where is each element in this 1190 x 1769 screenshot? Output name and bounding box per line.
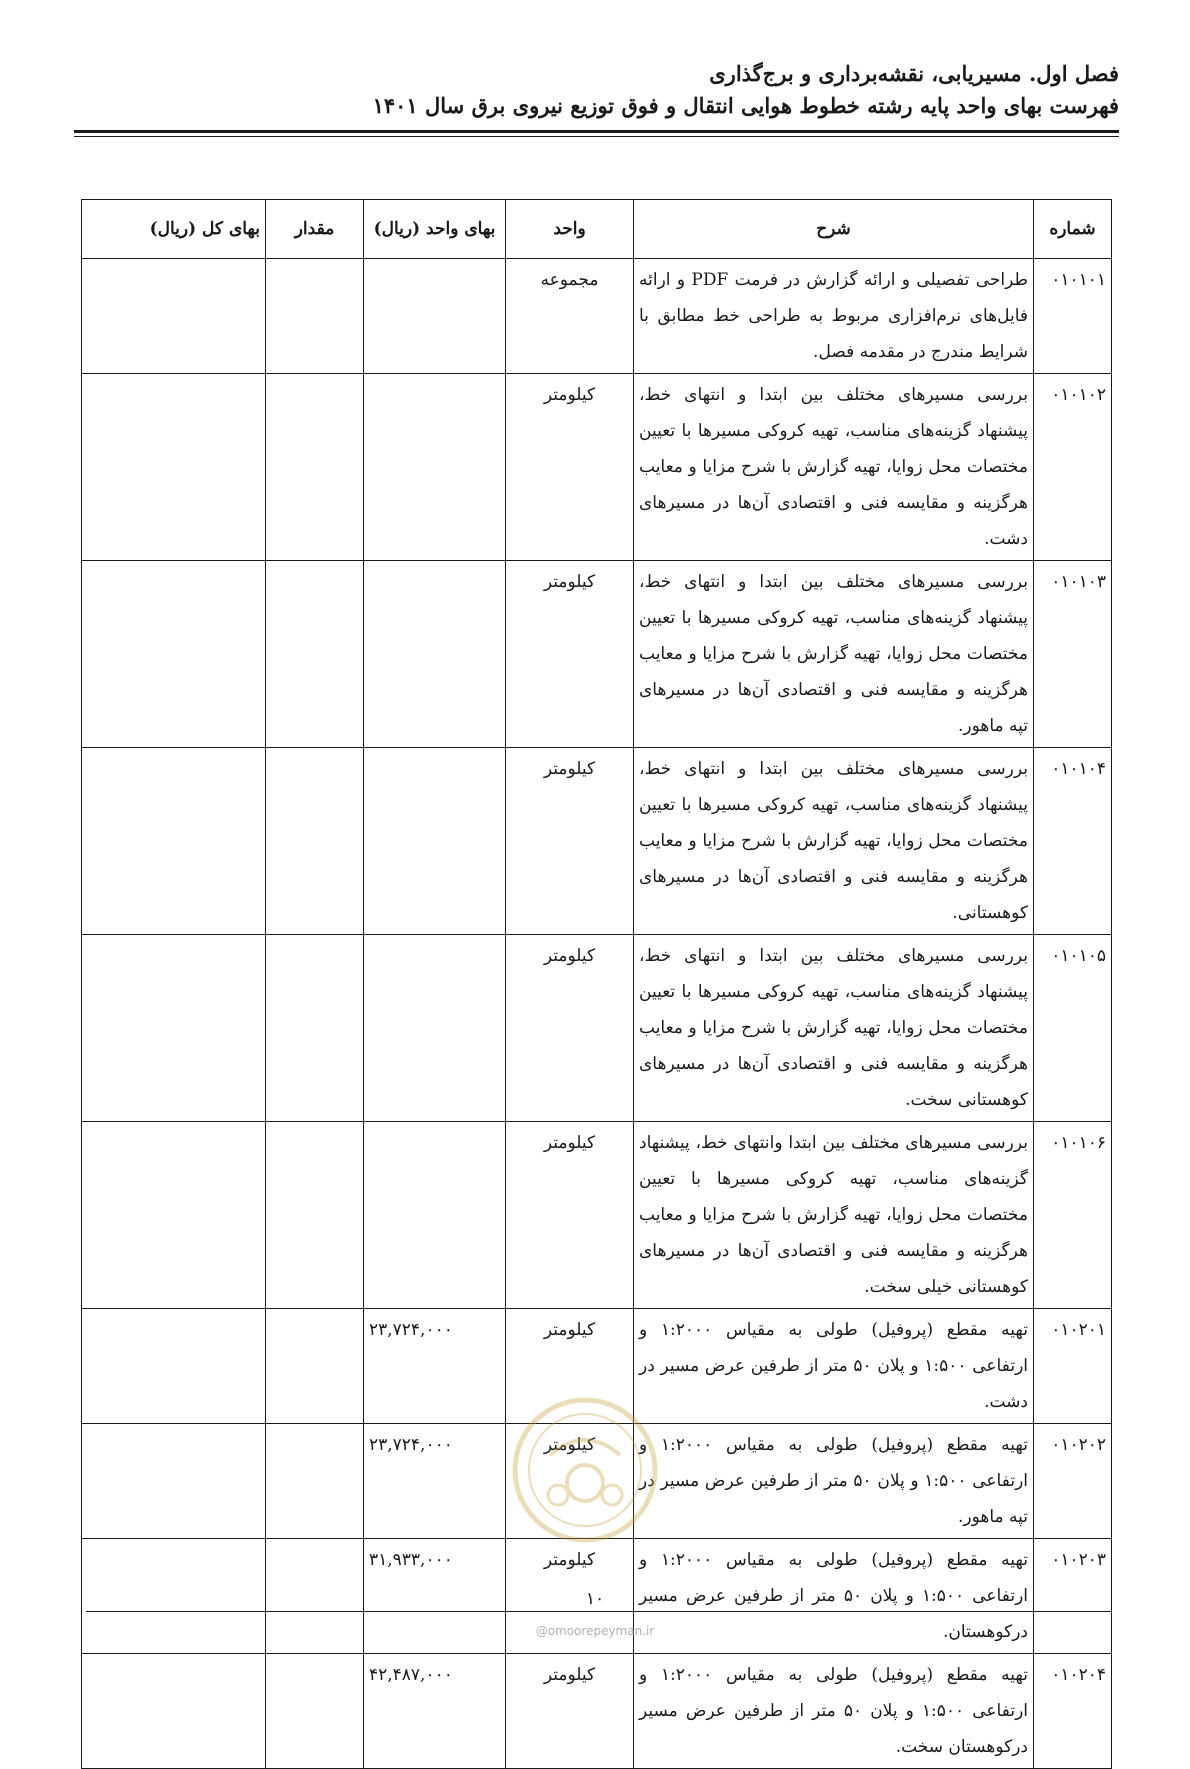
row-quantity (266, 1654, 364, 1769)
row-unit: کیلومتر (506, 561, 634, 748)
row-unit-price (364, 1122, 506, 1309)
row-description: بررسی مسیرهای مختلف بین ابتدا و انتهای خط، پیشنهاد گزینه‌های مناسب، تهیه کروکی مسیرها با تعیین مختصات محل زوایا، تهیه گزارش با شرح مزایا و معایب هرگزینه و مقایسه فنی و اقتصادی آن‌ها در مسیرهای کوهستانی. (634, 748, 1034, 935)
page-number: ۱۰ (585, 1589, 605, 1609)
row-quantity (266, 1309, 364, 1424)
row-unit-price (364, 374, 506, 561)
row-code: ۰۱۰۱۰۱ (1034, 259, 1112, 374)
row-description: طراحی تفصیلی و ارائه گزارش در فرمت PDF و ارائه فایل‌های نرم‌افزاری مربوط به طراحی خط مطابق با شرایط مندرج در مقدمه فصل. (634, 259, 1034, 374)
row-code: ۰۱۰۲۰۳ (1034, 1539, 1112, 1654)
row-quantity (266, 561, 364, 748)
row-quantity (266, 1122, 364, 1309)
row-code: ۰۱۰۲۰۱ (1034, 1309, 1112, 1424)
row-code: ۰۱۰۲۰۲ (1034, 1424, 1112, 1539)
column-header-total-price: بهای کل (ریال) (82, 200, 266, 259)
row-quantity (266, 1539, 364, 1654)
table-header-row (82, 200, 1112, 259)
row-description: تهیه مقطع (پروفیل) طولی به مقیاس ۱:۲۰۰۰ و ارتفاعی ۱:۵۰۰ و پلان ۵۰ متر از طرفین عرض مسیر در تپه ماهور. (634, 1424, 1034, 1539)
row-description: بررسی مسیرهای مختلف بین ابتدا و انتهای خط، پیشنهاد گزینه‌های مناسب، تهیه کروکی مسیرها با تعیین مختصات محل زوایا، تهیه گزارش با شرح مزایا و معایب هرگزینه و مقایسه فنی و اقتصادی آن‌ها در مسیرهای تپه ماهور. (634, 561, 1034, 748)
row-total-price (82, 1654, 266, 1769)
column-header-description: شرح (634, 200, 1034, 259)
chapter-title: فصل اول. مسیریابی، نقشه‌برداری و برج‌گذاری (709, 61, 1119, 86)
row-total-price (82, 1309, 266, 1424)
row-total-price (82, 1424, 266, 1539)
row-code: ۰۱۰۱۰۵ (1034, 935, 1112, 1122)
table-row (82, 935, 1112, 1122)
table-row (82, 374, 1112, 561)
row-unit: کیلومتر (506, 1654, 634, 1769)
column-header-quantity: مقدار (266, 200, 364, 259)
row-code: ۰۱۰۱۰۶ (1034, 1122, 1112, 1309)
row-total-price (82, 259, 266, 374)
row-description: بررسی مسیرهای مختلف بین ابتدا و انتهای خط، پیشنهاد گزینه‌های مناسب، تهیه کروکی مسیرها با تعیین مختصات محل زوایا، تهیه گزارش با شرح مزایا و معایب هرگزینه و مقایسه فنی و اقتصادی آن‌ها در مسیرهای دشت. (634, 374, 1034, 561)
header-rule-thin (74, 136, 1119, 137)
column-header-unit-price: بهای واحد (ریال) (364, 200, 506, 259)
row-unit: کیلومتر (506, 374, 634, 561)
row-description: بررسی مسیرهای مختلف بین ابتدا وانتهای خط، پیشنهاد گزینه‌های مناسب، تهیه کروکی مسیرها با تعیین مختصات محل زوایا، تهیه گزارش با شرح مزایا و معایب هرگزینه و مقایسه فنی و اقتصادی آن‌ها در مسیرهای کوهستانی خیلی سخت. (634, 1122, 1034, 1309)
table-row (82, 259, 1112, 374)
row-quantity (266, 259, 364, 374)
row-unit-price (364, 259, 506, 374)
footer-rule (86, 1611, 1111, 1612)
table-row (82, 1654, 1112, 1769)
row-description: بررسی مسیرهای مختلف بین ابتدا و انتهای خط، پیشنهاد گزینه‌های مناسب، تهیه کروکی مسیرها با تعیین مختصات محل زوایا، تهیه گزارش با شرح مزایا و معایب هرگزینه و مقایسه فنی و اقتصادی آن‌ها در مسیرهای کوهستانی سخت. (634, 935, 1034, 1122)
table-row (82, 1122, 1112, 1309)
row-unit-price: ۳۱,۹۳۳,۰۰۰ (364, 1539, 506, 1654)
page-header (74, 60, 1119, 122)
row-unit: کیلومتر (506, 1122, 634, 1309)
table-row (82, 561, 1112, 748)
row-total-price (82, 1122, 266, 1309)
row-quantity (266, 374, 364, 561)
row-unit: کیلومتر (506, 935, 634, 1122)
row-quantity (266, 1424, 364, 1539)
row-code: ۰۱۰۲۰۴ (1034, 1654, 1112, 1769)
row-total-price (82, 1539, 266, 1654)
seal-emblem-icon (510, 1395, 660, 1545)
row-description: تهیه مقطع (پروفیل) طولی به مقیاس ۱:۲۰۰۰ و ارتفاعی ۱:۵۰۰ و پلان ۵۰ متر از طرفین عرض مسیر درکوهستان سخت. (634, 1654, 1034, 1769)
row-unit-price: ۲۳,۷۲۴,۰۰۰ (364, 1309, 506, 1424)
row-unit: مجموعه (506, 259, 634, 374)
row-description: تهیه مقطع (پروفیل) طولی به مقیاس ۱:۲۰۰۰ و ارتفاعی ۱:۵۰۰ و پلان ۵۰ متر از طرفین عرض مسیر درکوهستان. (634, 1539, 1034, 1654)
header-rule-thick (74, 130, 1119, 133)
column-header-code: شماره (1034, 200, 1112, 259)
row-unit: کیلومتر (506, 1539, 634, 1654)
row-unit: کیلومتر (506, 1309, 634, 1424)
row-total-price (82, 935, 266, 1122)
row-unit-price (364, 561, 506, 748)
row-unit: کیلومتر (506, 1424, 634, 1539)
row-quantity (266, 935, 364, 1122)
row-code: ۰۱۰۱۰۳ (1034, 561, 1112, 748)
watermark-url: @omoorepeyman.ir (535, 1624, 655, 1638)
column-header-unit: واحد (506, 200, 634, 259)
row-unit: کیلومتر (506, 748, 634, 935)
row-code: ۰۱۰۱۰۴ (1034, 748, 1112, 935)
row-code: ۰۱۰۱۰۲ (1034, 374, 1112, 561)
row-unit-price: ۲۳,۷۲۴,۰۰۰ (364, 1424, 506, 1539)
price-list-title: فهرست بهای واحد پایه رشته خطوط هوایی انتقال و فوق توزیع نیروی برق سال ۱۴۰۱ (372, 93, 1119, 118)
row-total-price (82, 748, 266, 935)
row-unit-price: ۴۲,۴۸۷,۰۰۰ (364, 1654, 506, 1769)
row-quantity (266, 748, 364, 935)
table-row (82, 748, 1112, 935)
row-unit-price (364, 935, 506, 1122)
row-unit-price (364, 748, 506, 935)
row-description: تهیه مقطع (پروفیل) طولی به مقیاس ۱:۲۰۰۰ و ارتفاعی ۱:۵۰۰ و پلان ۵۰ متر از طرفین عرض مسیر در دشت. (634, 1309, 1034, 1424)
row-total-price (82, 374, 266, 561)
row-total-price (82, 561, 266, 748)
